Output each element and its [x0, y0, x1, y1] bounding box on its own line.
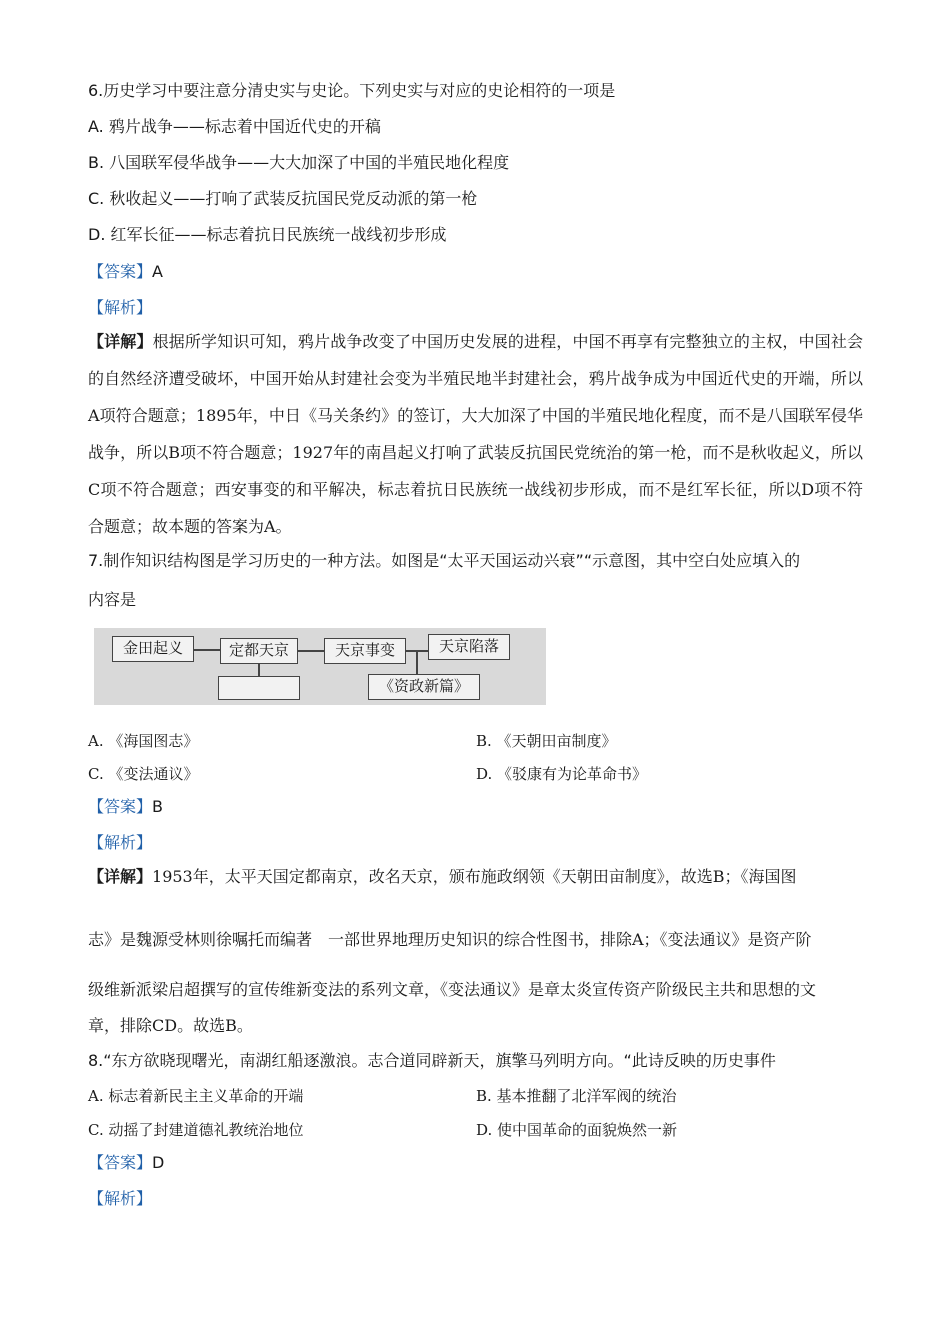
q6-option-a: A. 鸦片战争——标志着中国近代史的开稿	[88, 117, 381, 136]
answer-label: 【答案】	[88, 797, 153, 816]
q8-option-c: C. 动摇了封建道德礼教统治地位	[88, 1121, 304, 1139]
q8-stem: 8.“东方欲晓现曙光，南湖红船逐激浪。志合道同辟新天，旗擎马列明方向。“此诗反映的历史事件	[88, 1051, 776, 1070]
q7-stem-line1: 7.制作知识结构图是学习历史的一种方法。如图是“太平天国运动兴衰”“示意图，其中空白处应填入的	[88, 551, 801, 570]
q6-option-d: D. 红军长征——标志着抗日民族统一战线初步形成	[88, 225, 447, 244]
q8-option-a: A. 标志着新民主主义革命的开端	[88, 1087, 304, 1105]
q7-option-a: A. 《海国图志》	[88, 732, 199, 750]
q8-answer	[88, 1153, 164, 1173]
q6-analysis-label: 【解析】	[88, 298, 153, 317]
q7-option-d: D. 《驳康有为论革命书》	[476, 765, 648, 783]
answer-value: D	[152, 1153, 165, 1172]
diagram-box-shibian: 天京事变	[324, 638, 406, 664]
detail-text: 根据所学知识可知，鸦片战争改变了中国历史发展的进程，中国不再享有完整独立的主权，中国社会的自然经济遭受破坏，中国开始从封建社会变为半殖民地半封建社会，鸦片战争成为中国近代史的开端，所以A项符合题意；1895年，中日《马关条约》的签订，大大加深了中国的半殖民地化程度，而不是八国联军侵华战争，所以B项不符合题意；1927年的南昌起义打响了武装反抗国民党统治的第一枪，而不是秋收起义，所以C项不符合题意；西安事变的和平解决，标志着抗日民族统一战线初步形成，而不是红军长征，所以D项不符合题意；故本题的答案为A。	[88, 332, 863, 536]
diagram-box-zizheng: 《资政新篇》	[368, 674, 480, 700]
q6-stem: 6.历史学习中要注意分清史实与史论。下列史实与对应的史论相符的一项是	[88, 81, 616, 100]
diagram-arrow	[298, 650, 324, 652]
q7-detail-line1	[88, 867, 797, 887]
q7-detail-line4: 章，排除CD。故选B。	[88, 1016, 253, 1035]
answer-value: A	[152, 262, 163, 281]
diagram-arrow	[194, 649, 220, 651]
q7-stem-line2: 内容是	[88, 590, 137, 609]
answer-value: B	[152, 797, 163, 816]
q7-detail-line3: 级维新派梁启超撰写的宣传维新变法的系列文章，《变法通议》是章太炎宣传资产阶级民主共和思想的文	[88, 980, 817, 999]
diagram-connector	[258, 664, 260, 676]
detail-text: 1953年，太平天国定都南京，改名天京，颁布施政纲领《天朝田亩制度》，故选B；《海国图	[152, 867, 797, 886]
q6-detail	[88, 323, 863, 545]
detail-label: 【详解】	[88, 332, 153, 351]
answer-label: 【答案】	[88, 262, 153, 281]
diagram-blank-box	[218, 676, 300, 700]
diagram-box-xianluo: 天京陷落	[428, 634, 510, 660]
q7-answer	[88, 797, 163, 817]
diagram-box-jintian: 金田起义	[112, 636, 194, 662]
structure-diagram	[94, 628, 546, 705]
q8-analysis-label: 【解析】	[88, 1189, 153, 1208]
q8-option-b: B. 基本推翻了北洋军阀的统治	[476, 1087, 677, 1105]
q7-option-b: B. 《天朝田亩制度》	[476, 732, 617, 750]
q7-option-c: C. 《变法通议》	[88, 765, 199, 783]
q6-answer	[88, 262, 163, 282]
q6-option-b: B. 八国联军侵华战争——大大加深了中国的半殖民地化程度	[88, 153, 510, 172]
answer-label: 【答案】	[88, 1153, 153, 1172]
diagram-box-dingdu: 定都天京	[220, 638, 298, 664]
q7-detail-line2: 志》是魏源受林则徐嘱托而编著 一部世界地理历史知识的综合性图书，排除A；《变法通议》是资产阶	[88, 930, 812, 949]
q6-option-c: C. 秋收起义——打响了武装反抗国民党反动派的第一枪	[88, 189, 478, 208]
q8-option-d: D. 使中国革命的面貌焕然一新	[476, 1121, 678, 1139]
detail-label: 【详解】	[88, 867, 153, 886]
q7-analysis-label: 【解析】	[88, 833, 153, 852]
